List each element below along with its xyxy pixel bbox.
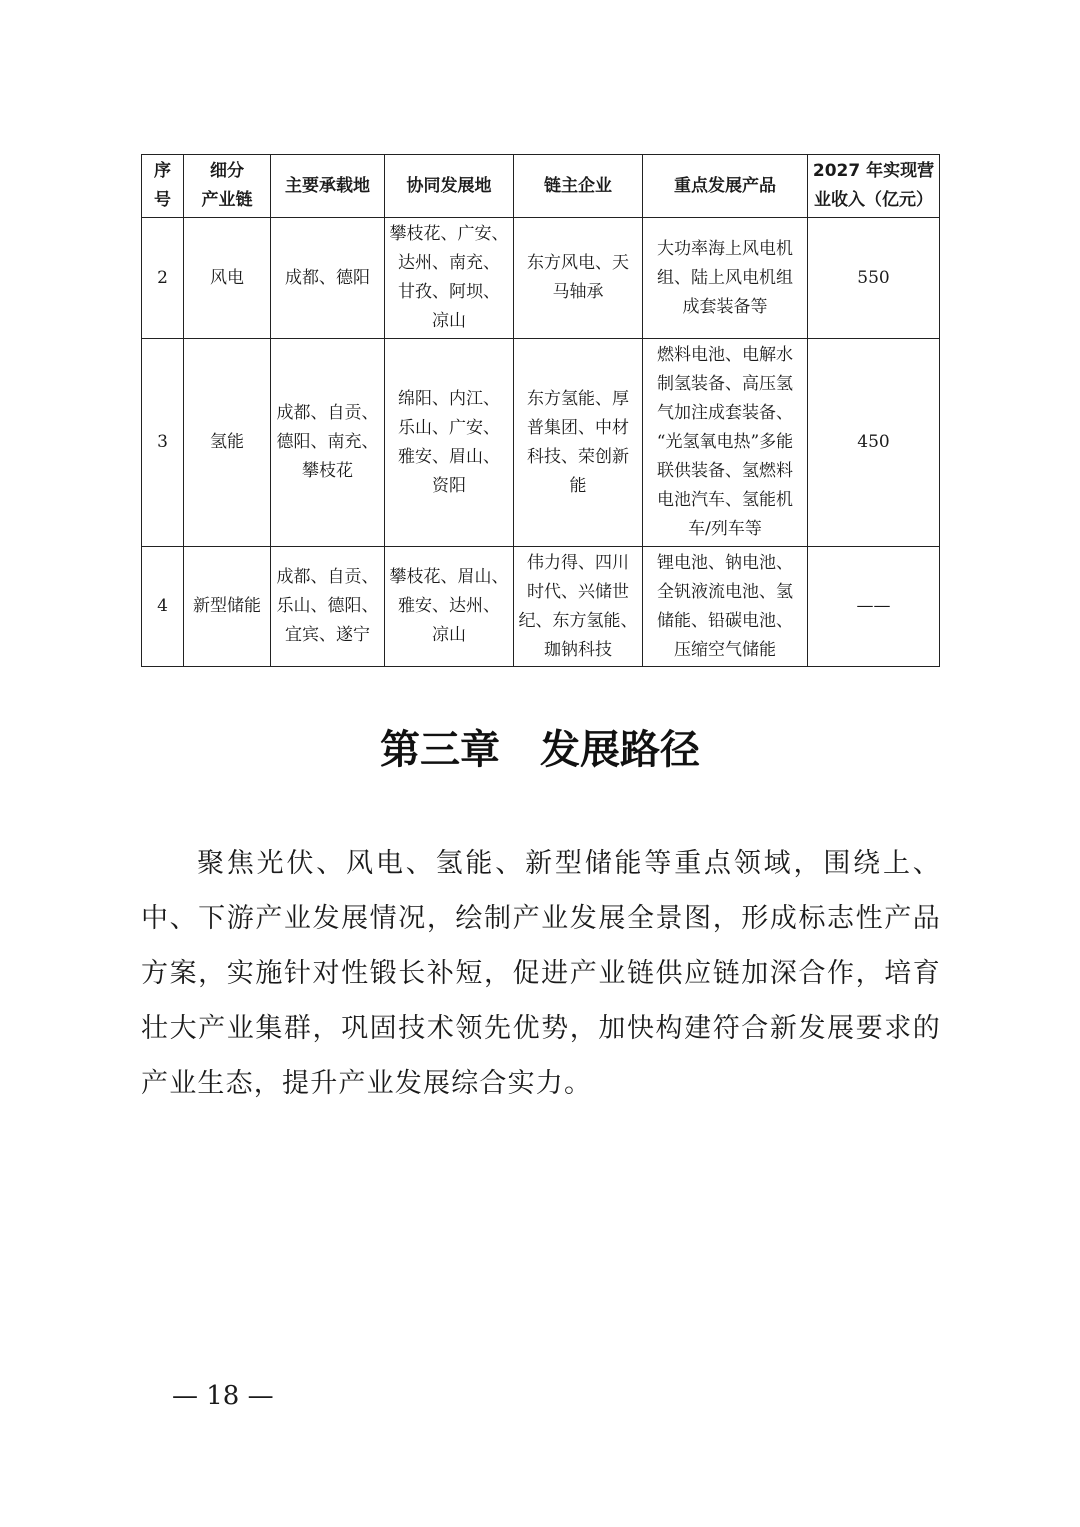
cell-chain: 风电 [184, 218, 271, 339]
page-number: — 18 — [172, 1381, 274, 1411]
cell-leader: 伟力得、四川 时代、兴储世 纪、东方氢能、 珈钠科技 [514, 547, 643, 667]
cell-products: 锂电池、钠电池、 全钒液流电池、氢 储能、铅碳电池、 压缩空气储能 [643, 547, 808, 667]
cell-main-site: 成都、自贡、 乐山、德阳、 宜宾、遂宁 [271, 547, 385, 667]
header-main-site: 主要承载地 [271, 155, 385, 218]
cell-no: 2 [142, 218, 184, 339]
cell-revenue: —— [808, 547, 940, 667]
table-row [142, 339, 940, 547]
cell-chain: 氢能 [184, 339, 271, 547]
table-header-row [142, 155, 940, 218]
cell-coop-site: 绵阳、内江、 乐山、广安、 雅安、眉山、 资阳 [385, 339, 514, 547]
cell-no: 3 [142, 339, 184, 547]
header-chain: 细分 产业链 [184, 155, 271, 218]
industry-chain-table [141, 154, 940, 667]
table-row [142, 218, 940, 339]
chapter-heading [0, 722, 1080, 778]
header-leader: 链主企业 [514, 155, 643, 218]
cell-leader: 东方风电、天 马轴承 [514, 218, 643, 339]
cell-main-site: 成都、德阳 [271, 218, 385, 339]
cell-coop-site: 攀枝花、广安、 达州、南充、 甘孜、阿坝、 凉山 [385, 218, 514, 339]
cell-leader: 东方氢能、厚 普集团、中材 科技、荣创新 能 [514, 339, 643, 547]
cell-revenue: 550 [808, 218, 940, 339]
header-products: 重点发展产品 [643, 155, 808, 218]
cell-revenue: 450 [808, 339, 940, 547]
chapter-number: 第三章 [380, 726, 500, 773]
cell-products: 燃料电池、电解水 制氢装备、高压氢 气加注成套装备、 “光氢氧电热”多能 联供装备、氢燃料 电池汽车、氢能机 车/列车等 [643, 339, 808, 547]
cell-no: 4 [142, 547, 184, 667]
cell-products: 大功率海上风电机 组、陆上风电机组 成套装备等 [643, 218, 808, 339]
table-row [142, 547, 940, 667]
cell-chain: 新型储能 [184, 547, 271, 667]
cell-main-site: 成都、自贡、 德阳、南充、 攀枝花 [271, 339, 385, 547]
header-revenue: 2027 年实现营 业收入（亿元） [808, 155, 940, 218]
body-paragraph: 聚焦光伏、风电、氢能、新型储能等重点领域，围绕上、中、下游产业发展情况，绘制产业发展全景图，形成标志性产品方案，实施针对性锻长补短，促进产业链供应链加深合作，培育壮大产业集群，巩固技术领先优势，加快构建符合新发展要求的产业生态，提升产业发展综合实力。 [141, 848, 941, 1099]
industry-chain-table-container [141, 154, 939, 667]
cell-coop-site: 攀枝花、眉山、 雅安、达州、 凉山 [385, 547, 514, 667]
header-no: 序 号 [142, 155, 184, 218]
header-coop-site: 协同发展地 [385, 155, 514, 218]
chapter-title: 发展路径 [540, 726, 700, 773]
